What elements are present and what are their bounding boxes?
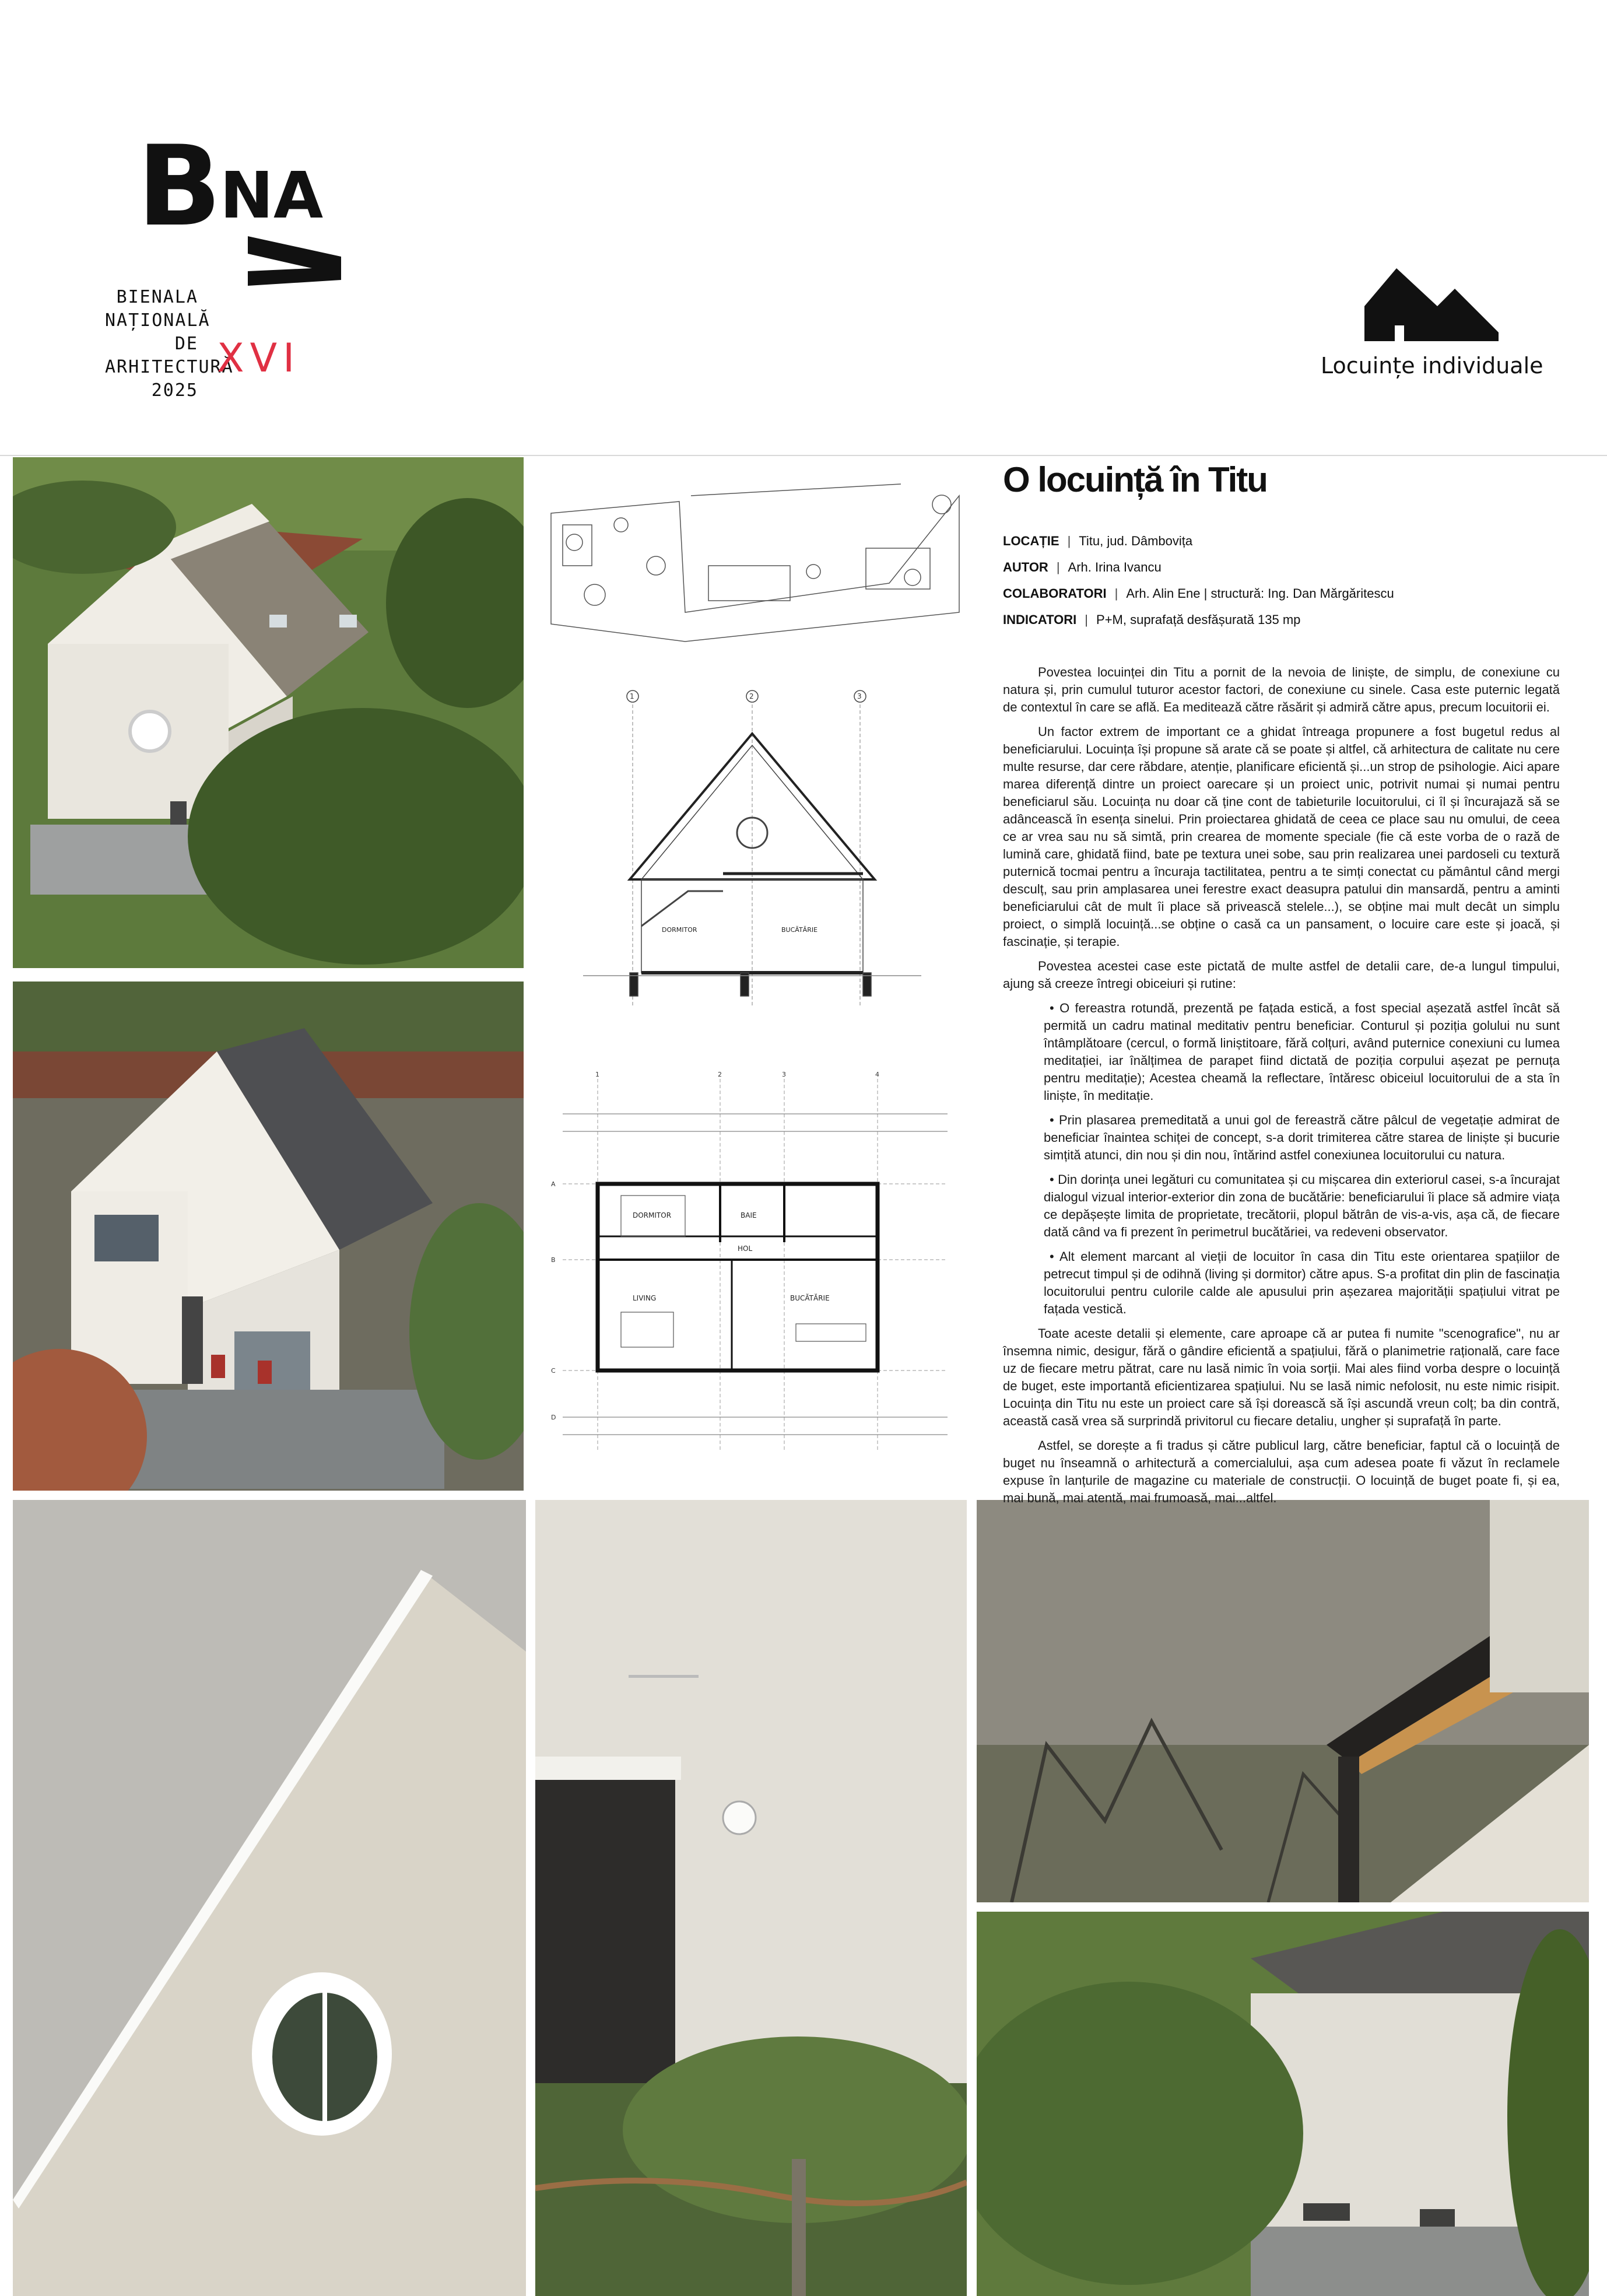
list-item: • O fereastra rotundă, prezentă pe fațada estică, a fost special așezată astfel încât să permită un cadru matinal meditativ pentru beneficiar. Conturul și poziția golului nu sunt întâmplătoare (cercul, o formă liniștitoare, fără colțuri, având puternice conexiuni cu lumea meditației, iar înălțimea de parapet fiind dictată de poziția corpului așezat pe pernuța pentru meditație); Acestea cheamă la reflectare, întăresc obiceiul locuitorului de a sta în liniște, în meditație. [1044,1000,1560,1105]
grid-label: 1 [630,692,634,700]
grid-label: A [551,1180,556,1188]
logo-line: BIENALA [116,287,198,307]
meta-value: Titu, jud. Dâmbovița [1079,534,1193,548]
meta-value: Arh. Irina Ivancu [1068,560,1162,574]
category-label: Locuințe individuale [1321,353,1543,378]
project-title: O locuință în Titu [1003,460,1267,499]
meta-value: P+M, suprafață desfășurată 135 mp [1096,612,1301,627]
header-divider [0,455,1607,456]
list-item: • Alt element marcant al vieții de locuitor în casa din Titu este orientarea spațiilor de petrecut timpul și de odihnă (living și dormitor) către apus. S-a profitat din plin de fascinația locuitorului pentru culorile calde ale apusului prin așezarea majorității spațiului vitrat pe fațada vestică. [1044,1248,1560,1318]
meta-row-collaborators: COLABORATORI | Arh. Alin Ene | structură: Ing. Dan Mărgăritescu [1003,586,1394,601]
list-item: • Din dorința unei legături cu comunitatea și cu mișcarea din exteriorul casei, s-a încurajat dialogul vizual interior-exterior din zona de bucătărie: beneficiarului îi place să admire viața ce depășește limita de proprietate, trecătorii, plopul bătrân de vis-a-vis, așa că, de fiecare dată când va fi prezent în perimetrul bucătăriei, va redeveni observator. [1044,1171,1560,1241]
photo-gable-round-window [13,1500,526,2296]
grid-label: 2 [718,1071,722,1078]
grid-label: 1 [595,1071,599,1078]
meta-row-indicators: INDICATORI | P+M, suprafață desfășurată 135 mp [1003,612,1301,627]
paragraph: Astfel, se dorește a fi tradus și către publicul larg, către beneficiar, faptul că o locuință de buget nu înseamnă o arhitectură a comercialului, așa cum adesea poate fi văzut în reclamele expuse în lanțurile de magazine cu materiale de construcții. O locuință de buget poate fi, și ea, mai bună, mai atentă, mai frumoasă, mai...altfel. [1003,1438,1560,1505]
section-drawing [548,681,980,1043]
paragraph: Un factor extrem de important ce a ghidat întreaga propunere a fost bugetul redus al beneficiarului. Locuința își propune să arate că se poate și altfel, că arhitectura de calitate nu cere multe resurse, dar cere răbdare, atenție, planificare eficientă și...un strop de psihologie. Aici apare marea diferență dintre un proiect oarecare și un proiect unic, potrivit numai și numai pentru beneficiarul său. Locuința nu doar că ține cont de tabieturile locuitorului, ci îl și încurajază să se adâncească în esența sinelui. Prin proiectarea ghidată de ceea ce place sau nu omului, de ceea ce ar vrea sau nu să simtă, prin crearea de momente speciale (fie că este vorba de o rază de lumină care, ghidată fiind, bate pe textura unei sobe, sau prin realizarea unei pardoseli cu textură puternică tocmai pentru a încuraja tactilitatea, pentru a te simți conectat cu pământul când mergi desculț, sau prin amplasarea unei ferestre exact deasupra patului din mansardă, pentru a aminti beneficiarului cât de mult îi place să privească stelele...), se obține mai mult decât un simplu proiect, o simplă locuință...se obține o casă ca un pansament, o locuire care este și joacă, și fascinație, și terapie. [1003,724,1560,949]
grid-label: 2 [749,692,754,700]
logo-line: ARHITECTURĂ [105,357,234,377]
grid-label: 4 [875,1071,879,1078]
meta-label: LOCAȚIE [1003,534,1059,548]
paragraph: Toate aceste detalii și elemente, care aproape că ar putea fi numite "scenografice", nu ar însemna nimic, desigur, fără o gândire eficientă a spațiului, fără o planimetrie rațională, care face uz de fiecare metru pătrat, care nu lasă nimic în voia sorții. Mai ales fiind vorba despre o locuință de buget, este importantă eficientizarea spațiului. Nu se lasă nimic nefolosit, nu este nimic risipit. Locuința din Titu nu este un proiect care să își dorească să își ascundă vreun colț; ba din contră, această casă vrea să surprindă privitorul cu fiecare detaliu, ungher și suprafață în parte. [1003,1326,1560,1428]
logo-a-shape [248,222,341,286]
plan-room-label: DORMITOR [633,1211,672,1219]
house-category-icon [1364,268,1499,341]
photo-garden-terrace [977,1912,1589,2296]
grid-label: C [551,1367,556,1375]
section-room-label: BUCĂTĂRIE [781,926,818,934]
project-description [1003,664,1560,1514]
site-plan-drawing [539,478,983,653]
floor-plan-drawing [539,1067,983,1475]
meta-row-author: AUTOR | Arh. Irina Ivancu [1003,560,1162,574]
detail-list [1003,1000,1560,1318]
logo-line: NAȚIONALĂ [105,310,210,331]
logo-line: DE [174,334,198,354]
meta-label: INDICATORI [1003,612,1077,627]
list-item: • Prin plasarea premeditată a unui gol de fereastră către pâlcul de vegetație admirat de beneficiar înaintea schiței de concept, s-a dorit trimiterea către starea de liniște și bucurie simțită atunci, din nou și din nou, întărind astfel conexiunea locuitorului cu natura. [1044,1112,1560,1164]
plan-room-label: BUCĂTĂRIE [790,1294,830,1302]
logo-wordmark [105,286,234,402]
meta-value: Arh. Alin Ene | structură: Ing. Dan Mărgăritescu [1126,586,1394,601]
meta-label: AUTOR [1003,560,1048,574]
grid-label: 3 [782,1071,786,1078]
photo-aerial-east [13,457,524,968]
photo-facade-fence [535,1500,967,2296]
photo-aerial-west [13,982,524,1491]
plan-room-label: LIVING [633,1294,657,1302]
plan-room-label: BAIE [741,1211,757,1219]
photo-eave-gutter [977,1500,1589,1902]
paragraph: Povestea locuinței din Titu a pornit de la nevoia de liniște, de simplu, de conexiune cu natura și, prin cumulul tuturor acestor factori, de conexiune cu sinele. Casa este puternic legată de contextul în care se află. Ea meditează către răsărit și admiră către apus, precum locuitorii ei. [1003,665,1560,714]
meta-row-location: LOCAȚIE | Titu, jud. Dâmbovița [1003,534,1193,548]
section-room-label: DORMITOR [662,926,697,934]
logo-n: NA [220,158,324,233]
meta-label: COLABORATORI [1003,586,1107,601]
logo-line: 2025 [151,380,198,401]
grid-label: B [551,1256,556,1264]
logo-b: B [137,122,219,251]
grid-label: 3 [857,692,862,700]
grid-label: D [551,1414,556,1421]
paragraph: Povestea acestei case este pictată de multe astfel de detalii care, de-a lungul timpului, ajung să creeze întregi obiceiuri și rutine: [1003,959,1560,991]
edition-number: XVI [217,335,301,381]
plan-room-label: HOL [738,1245,753,1253]
